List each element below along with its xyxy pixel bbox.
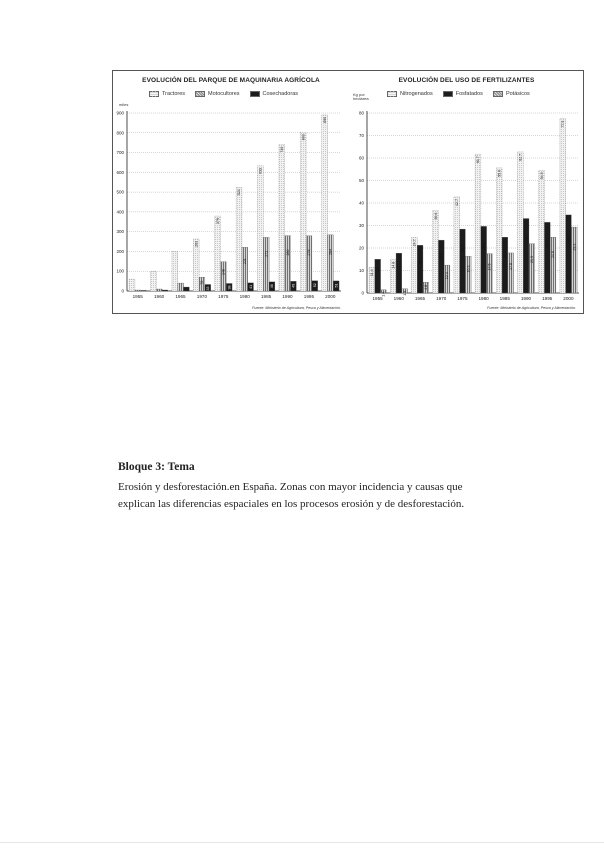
bar-motocultores — [263, 237, 269, 291]
bar-tractores — [322, 115, 328, 291]
chart-source: Fuente: Ministerio de Agricultura, Pesca y Alimentación. — [252, 306, 341, 310]
x-tick-label: 1955 — [132, 294, 143, 299]
data-label: 51 — [334, 283, 339, 288]
data-label: 17.7 — [397, 263, 402, 271]
data-label: 890 — [322, 116, 327, 123]
bar-motocultores — [178, 283, 184, 291]
data-label: 11.4 — [370, 269, 375, 277]
bar-fosfatados — [460, 229, 466, 293]
chart-source: Fuente: Ministerio de Agricultura, Pesca y Alimentación. — [487, 306, 576, 310]
data-label: 70 — [200, 280, 205, 285]
data-label: 29.3 — [572, 243, 577, 251]
topic-text-line: explican las diferencias espaciales en los procesos erosión y de desforestación. — [118, 498, 465, 510]
chart-title: EVOLUCIÓN DEL USO DE FERTILIZANTES — [398, 77, 535, 84]
y-axis-unit: Kg por hectárea — [353, 92, 369, 101]
x-tick-label: 1975 — [457, 296, 468, 301]
y-tick-label: 100 — [116, 268, 124, 274]
data-label: 55.6 — [497, 169, 502, 177]
bar-nitrogenados — [539, 170, 545, 293]
x-tick-label: 1960 — [153, 294, 165, 299]
data-label: 1.4 — [381, 291, 386, 297]
y-tick-label: 10 — [358, 268, 364, 273]
bar-nitrogenados — [496, 168, 502, 293]
section-heading: Bloque 3: Tema — [118, 461, 195, 473]
x-tick-label: 1980 — [239, 294, 250, 299]
data-label: 33 — [205, 286, 210, 291]
y-tick-label: 30 — [358, 223, 364, 228]
x-tick-label: 2000 — [325, 294, 336, 299]
bar-fosfatados — [396, 253, 402, 293]
data-label: 28.4 — [460, 245, 465, 253]
bar-nitrogenados — [454, 197, 460, 293]
bar-motocultores — [285, 236, 291, 291]
x-tick-label: 1985 — [260, 294, 272, 299]
data-label: 33.1 — [524, 237, 529, 245]
data-label: 633 — [258, 167, 263, 174]
bar-tractores — [172, 251, 178, 291]
y-tick-label: 200 — [116, 248, 124, 254]
data-label: 21.9 — [530, 256, 535, 264]
data-label: 1.9 — [402, 290, 407, 296]
x-tick-label: 1985 — [499, 296, 510, 301]
data-label: 46 — [270, 284, 275, 289]
y-tick-label: 300 — [116, 229, 124, 235]
bar-tractores — [151, 271, 157, 291]
legend-label: Motocultores — [208, 91, 240, 97]
bar-nitrogenados — [433, 211, 439, 293]
bar-tractores — [129, 279, 135, 291]
x-tick-label: 1970 — [436, 296, 447, 301]
bar-fosfatados — [502, 237, 508, 293]
bar-nitrogenados — [560, 119, 566, 293]
data-label: 31.4 — [545, 240, 550, 248]
y-tick-label: 800 — [116, 130, 124, 136]
data-label: 524 — [237, 189, 242, 196]
bar-motocultores — [242, 247, 248, 291]
data-label: 24.8 — [551, 251, 556, 259]
y-tick-label: 700 — [116, 150, 124, 156]
bar-potásicos — [550, 237, 556, 293]
data-label: 62.7 — [518, 153, 523, 161]
legend-label: Potásicos — [505, 91, 530, 97]
data-label: 740 — [280, 146, 285, 153]
y-axis-unit: miles — [119, 102, 129, 107]
bar-potásicos — [529, 244, 535, 293]
legend-label: Cosechadoras — [262, 91, 298, 97]
y-tick-label: 50 — [358, 178, 364, 183]
x-tick-label: 1975 — [218, 294, 229, 299]
x-tick-label: 1965 — [175, 294, 186, 299]
bar-tractores — [236, 187, 242, 291]
bar-fosfatados — [481, 226, 487, 293]
bar-cosechadoras — [183, 287, 189, 291]
y-tick-label: 20 — [358, 245, 364, 251]
figure-frame — [112, 70, 584, 314]
legend-label: Tractores — [162, 91, 186, 97]
y-tick-label: 500 — [116, 189, 124, 195]
x-tick-label: 1955 — [372, 296, 383, 301]
data-label: 284 — [328, 248, 333, 255]
data-label: 36.6 — [433, 212, 438, 220]
data-label: 61.7 — [476, 156, 481, 164]
data-label: 4.8 — [424, 284, 429, 290]
data-label: 221 — [243, 258, 248, 265]
y-tick-label: 600 — [116, 169, 124, 175]
data-label: 148 — [221, 269, 226, 276]
chart-title: EVOLUCIÓN DEL PARQUE DE MAQUINARIA AGRÍCOLA — [142, 77, 320, 84]
topic-text-line: Erosión y desforestación.en España. Zonas con mayor incidencia y causas que — [118, 481, 463, 493]
bar-fosfatados — [566, 215, 572, 293]
data-label: 21.2 — [418, 257, 423, 265]
y-tick-label: 0 — [361, 290, 364, 296]
y-tick-label: 0 — [121, 288, 124, 294]
y-tick-label: 900 — [116, 110, 124, 116]
x-tick-label: 1995 — [303, 294, 315, 299]
y-tick-label: 400 — [116, 209, 124, 215]
data-label: 280 — [285, 249, 290, 256]
bar-fosfatados — [544, 222, 550, 293]
bar-tractores — [279, 145, 285, 291]
data-label: 271 — [264, 250, 269, 257]
data-label: 14.8 — [391, 261, 396, 269]
bar-tractores — [258, 166, 264, 291]
bar-cosechadoras — [162, 290, 168, 291]
bar-motocultores — [328, 235, 334, 291]
data-label: 41 — [248, 284, 253, 289]
bar-potásicos — [571, 227, 577, 293]
data-label: 16.3 — [466, 265, 471, 273]
data-label: 15 — [375, 267, 380, 272]
data-label: 77.5 — [560, 120, 565, 128]
y-tick-label: 60 — [358, 155, 364, 161]
data-label: 52 — [312, 283, 317, 288]
bar-motocultores — [221, 262, 227, 291]
data-label: 23.5 — [439, 253, 444, 261]
data-label: 42.7 — [454, 198, 459, 206]
x-tick-label: 1960 — [393, 296, 404, 301]
x-tick-label: 2000 — [563, 296, 574, 301]
data-label: 24.7 — [412, 239, 417, 247]
bar-nitrogenados — [518, 152, 524, 293]
x-tick-label: 1995 — [542, 296, 553, 301]
chart-plot-area — [113, 71, 349, 313]
bar-fosfatados — [417, 245, 423, 293]
data-label: 263 — [194, 240, 199, 247]
legend-label: Fosfatados — [455, 91, 483, 97]
data-label: 54.5 — [539, 172, 544, 180]
chart-machinery — [113, 71, 349, 313]
bar-potásicos — [508, 253, 514, 293]
bar-motocultores — [156, 289, 162, 291]
data-label: 379 — [215, 218, 220, 225]
bar-fosfatados — [523, 219, 529, 293]
bar-fosfatados — [438, 240, 444, 293]
data-label: 49 — [291, 283, 296, 288]
x-tick-label: 1970 — [196, 294, 208, 299]
y-tick-label: 70 — [358, 133, 364, 138]
bar-motocultores — [306, 236, 312, 291]
chart-fertilizers — [349, 71, 584, 313]
x-tick-label: 1965 — [414, 296, 426, 301]
data-label: 24.8 — [503, 251, 508, 259]
bar-tractores — [215, 216, 221, 291]
bar-tractores — [300, 132, 306, 291]
page-bottom-rule — [0, 842, 604, 843]
data-label: 279 — [307, 249, 312, 256]
legend-label: Nitrogenados — [400, 91, 433, 97]
bar-nitrogenados — [475, 154, 481, 293]
bar-cosechadoras — [141, 290, 147, 291]
bar-fosfatados — [375, 259, 381, 293]
bar-motocultores — [135, 290, 141, 291]
data-label: 38 — [227, 285, 232, 290]
data-label: 12.4 — [445, 272, 450, 280]
y-tick-label: 80 — [358, 110, 364, 116]
x-tick-label: 1990 — [282, 294, 293, 299]
bar-potásicos — [465, 256, 471, 293]
data-label: 29.6 — [481, 243, 486, 251]
chart-plot-area — [349, 71, 584, 313]
x-tick-label: 1980 — [478, 296, 489, 301]
data-label: 17.5 — [487, 263, 492, 271]
y-tick-label: 40 — [358, 200, 364, 206]
bar-potásicos — [487, 254, 493, 293]
x-tick-label: 1990 — [520, 296, 532, 301]
data-label: 34.7 — [566, 234, 571, 242]
data-label: 17.8 — [508, 262, 513, 270]
data-label: 803 — [301, 134, 306, 141]
